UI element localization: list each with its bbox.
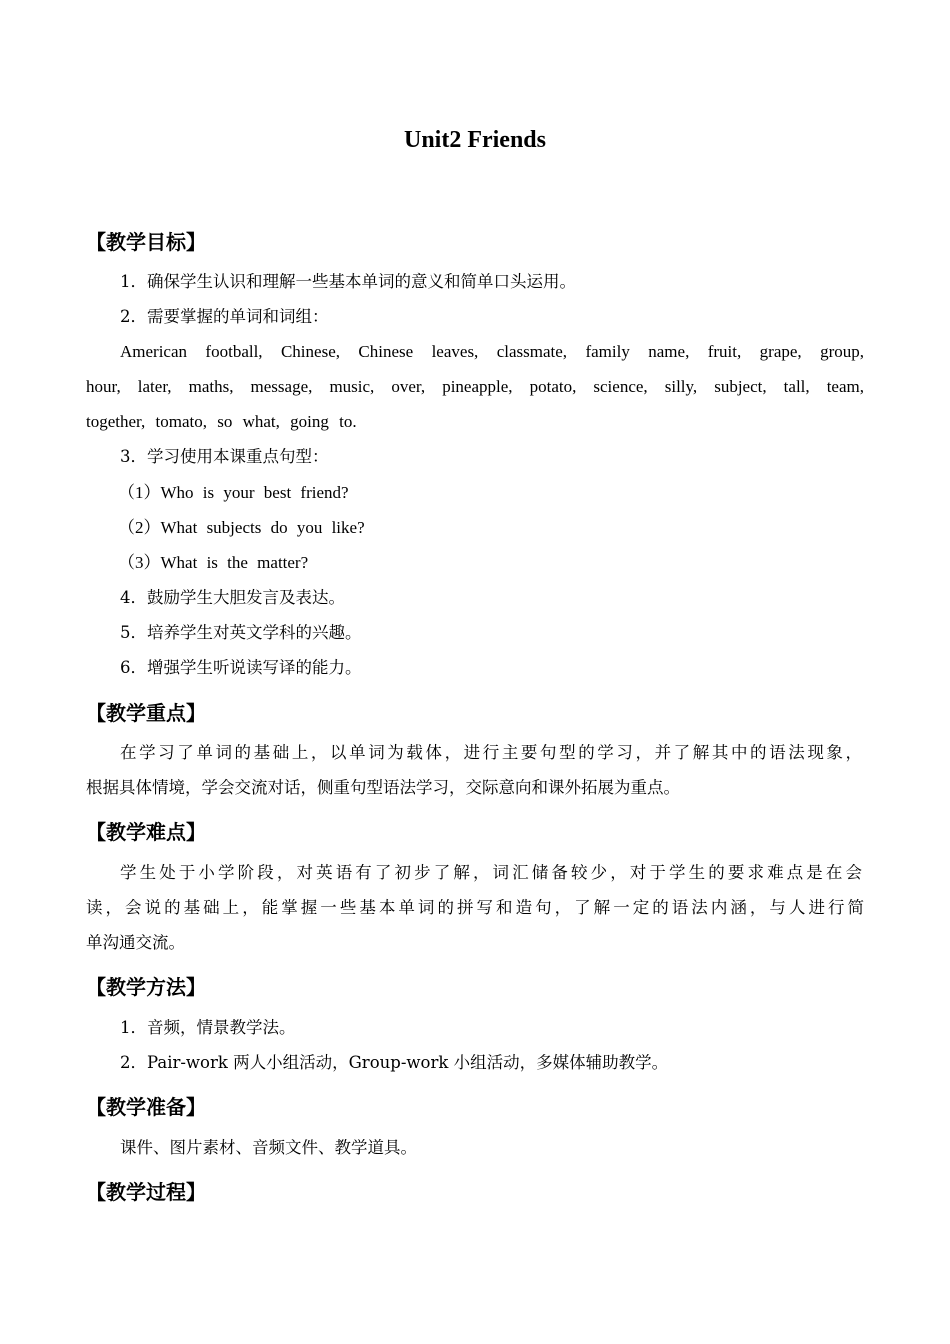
- methods-item-1: 1．音频，情景教学法。: [120, 1018, 296, 1037]
- key-sentence-3: （3）What is the matter?: [118, 553, 309, 572]
- methods-item-2: 2．Pair-work 两人小组活动，Group-work 小组活动，多媒体辅助教学。: [120, 1053, 669, 1072]
- vocab-line-2: hour, later, maths, message, music, over, pineapple, potato, science, silly, subject, tall, team,: [86, 377, 864, 396]
- vocab-line-1: American football, Chinese, Chinese leaves, classmate, family name, fruit, grape, group,: [120, 342, 864, 361]
- objectives-item-2: 2．需要掌握的单词和词组：: [120, 307, 329, 326]
- objectives-item-1: 1．确保学生认识和理解一些基本单词的意义和简单口头运用。: [120, 272, 576, 291]
- vocab-line-3: together, tomato, so what, going to.: [86, 412, 357, 431]
- process-heading: 【教学过程】: [86, 1180, 206, 1204]
- key-points-line-1: 在学习了单词的基础上，以单词为载体，进行主要句型的学习，并了解其中的语法现象，: [120, 743, 862, 762]
- objectives-heading: 【教学目标】: [86, 230, 206, 254]
- document-title: Unit2 Friends: [403, 127, 546, 153]
- difficulties-heading: 【教学难点】: [86, 820, 206, 844]
- objectives-item-3: 3．学习使用本课重点句型：: [120, 447, 329, 466]
- preparation-line-1: 课件、图片素材、音频文件、教学道具。: [120, 1138, 417, 1157]
- difficulties-line-1: 学生处于小学阶段，对英语有了初步了解，词汇储备较少，对于学生的要求难点是在会: [120, 863, 862, 882]
- objectives-item-5: 5．培养学生对英文学科的兴趣。: [120, 623, 362, 642]
- key-sentence-1: （1）Who is your best friend?: [118, 483, 349, 502]
- key-sentence-2: （2）What subjects do you like?: [118, 518, 365, 537]
- preparation-heading: 【教学准备】: [86, 1095, 206, 1119]
- difficulties-line-3: 单沟通交流。: [86, 933, 185, 952]
- key-points-line-2: 根据具体情境，学会交流对话，侧重句型语法学习，交际意向和课外拓展为重点。: [86, 778, 680, 797]
- objectives-item-6: 6．增强学生听说读写译的能力。: [120, 658, 362, 677]
- methods-heading: 【教学方法】: [86, 975, 206, 999]
- objectives-item-4: 4．鼓励学生大胆发言及表达。: [120, 588, 345, 607]
- difficulties-line-2: 读，会说的基础上，能掌握一些基本单词的拼写和造句，了解一定的语法内涵，与人进行简: [86, 898, 864, 917]
- key-points-heading: 【教学重点】: [86, 701, 206, 725]
